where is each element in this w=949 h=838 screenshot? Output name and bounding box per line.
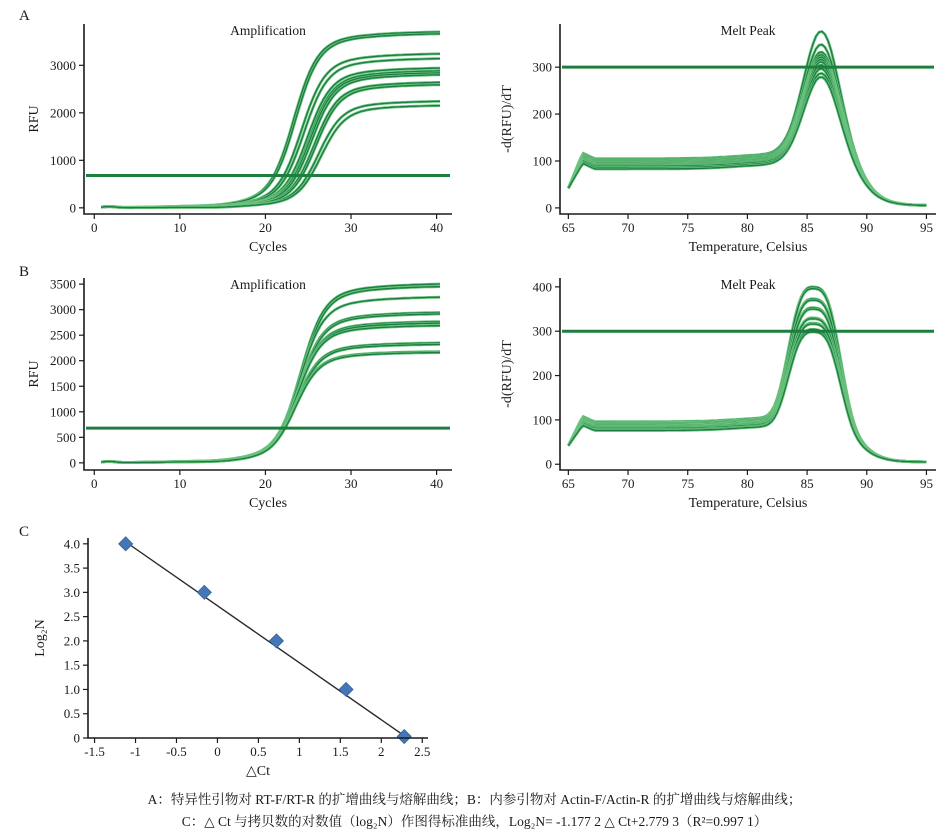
curve xyxy=(101,73,440,208)
x-axis-label: Temperature, Celsius xyxy=(688,240,808,255)
x-tick-label: 0 xyxy=(91,476,98,491)
y-tick-label: 2500 xyxy=(50,327,76,343)
data-point-diamond xyxy=(197,585,211,599)
y-tick-label: 400 xyxy=(532,279,552,295)
y-tick-label: 1500 xyxy=(50,378,76,394)
curve-halo xyxy=(568,289,926,462)
curve-halo xyxy=(101,314,440,463)
series-group xyxy=(119,537,412,744)
x-tick-label: 1 xyxy=(296,744,303,759)
curve-halo xyxy=(568,55,926,206)
y-tick-label: 300 xyxy=(532,323,552,339)
chart-title: Amplification xyxy=(230,23,306,38)
curve xyxy=(101,68,440,207)
curve xyxy=(568,32,926,206)
y-tick-label: 3000 xyxy=(50,302,76,318)
curve-halo xyxy=(568,60,926,206)
x-tick-label: 2 xyxy=(378,744,385,759)
curve-halo xyxy=(101,82,440,207)
y-tick-label: 1.5 xyxy=(63,657,80,673)
x-tick-label: 20 xyxy=(258,476,272,491)
x-tick-label: 65 xyxy=(561,220,575,235)
y-tick-label: 1000 xyxy=(50,152,76,168)
curve-halo xyxy=(101,284,440,462)
curve xyxy=(568,318,926,462)
x-tick-label: 85 xyxy=(800,476,814,491)
y-tick-label: 3.5 xyxy=(63,560,80,576)
curve xyxy=(568,62,926,206)
curve-halo xyxy=(568,73,926,205)
melt-a-svg xyxy=(492,6,944,260)
x-tick-label: -0.5 xyxy=(166,744,187,759)
chart-amplification-a xyxy=(16,6,468,260)
curve xyxy=(568,332,926,462)
melt-b-svg xyxy=(492,262,944,518)
y-tick-label: 2.0 xyxy=(63,633,80,649)
panel-label-c: C xyxy=(19,524,30,540)
curve-halo xyxy=(568,287,926,462)
x-axis-label: △Ct xyxy=(246,764,270,779)
curve xyxy=(101,71,440,208)
x-axis-label: Cycles xyxy=(248,496,288,511)
y-tick-label: 0 xyxy=(545,456,552,472)
x-tick-label: 80 xyxy=(740,476,754,491)
curve-halo xyxy=(568,300,926,462)
y-tick-label: 0.5 xyxy=(63,706,80,722)
curve-halo xyxy=(101,353,440,463)
x-tick-label: 30 xyxy=(344,220,358,235)
axes-group xyxy=(50,277,452,491)
series-group xyxy=(101,284,440,463)
y-tick-label: 2.5 xyxy=(63,609,80,625)
x-tick-label: 75 xyxy=(681,220,695,235)
figure-caption-line-2: C：△ Ct 与拷贝数的对数值（log₂N）作图得标准曲线，Log₂N= -1.177 2 △ Ct+2.779 3（R²=0.997 1） xyxy=(181,814,768,829)
x-tick-label: 90 xyxy=(860,220,874,235)
x-tick-label: 0 xyxy=(214,744,221,759)
y-tick-label: 0 xyxy=(69,200,76,216)
chart-title: Melt Peak xyxy=(720,23,776,38)
curve-halo xyxy=(568,324,926,462)
x-tick-label: 10 xyxy=(173,220,187,235)
chart-melt-peak-a xyxy=(492,6,944,260)
axes-group xyxy=(533,24,937,235)
data-point-diamond xyxy=(339,682,353,696)
x-tick-label: 30 xyxy=(344,476,358,491)
y-axis-label: -d(RFU)/dT xyxy=(500,85,515,153)
chart-standard-curve xyxy=(16,524,442,782)
curve-halo xyxy=(568,52,926,205)
curve xyxy=(568,329,926,462)
series-group xyxy=(101,32,440,208)
curve-halo xyxy=(568,57,926,205)
axes-group xyxy=(533,278,937,491)
y-tick-label: 2000 xyxy=(50,105,76,121)
x-axis-label: Cycles xyxy=(248,240,288,255)
amp-a-svg xyxy=(16,6,468,260)
series-group xyxy=(568,287,926,462)
std-c-svg xyxy=(16,524,442,782)
figure-caption xyxy=(0,789,949,833)
curve-halo xyxy=(568,65,926,205)
y-axis-label: RFU xyxy=(27,360,42,388)
x-axis-label: Temperature, Celsius xyxy=(688,496,808,511)
curve-halo xyxy=(568,332,926,462)
amp-b-svg xyxy=(16,262,468,518)
y-tick-label: 100 xyxy=(532,153,552,169)
fit-line xyxy=(126,542,408,738)
x-tick-label: 95 xyxy=(919,220,933,235)
y-tick-label: 0 xyxy=(73,730,80,746)
x-tick-label: 65 xyxy=(561,476,575,491)
y-tick-label: 3000 xyxy=(50,57,76,73)
curve-halo xyxy=(101,343,440,463)
curve xyxy=(568,289,926,462)
y-tick-label: 500 xyxy=(56,429,76,445)
curve xyxy=(101,314,440,463)
curve-halo xyxy=(568,329,926,462)
x-tick-label: 1.5 xyxy=(332,744,349,759)
curve xyxy=(568,57,926,205)
x-tick-label: 20 xyxy=(258,220,272,235)
y-tick-label: 200 xyxy=(532,106,552,122)
curve-halo xyxy=(568,45,926,206)
x-tick-label: 40 xyxy=(430,220,444,235)
chart-title: Amplification xyxy=(230,277,306,292)
figure-caption-line-1: A：特异性引物对 RT-F/RT-R 的扩增曲线与熔解曲线；B：内参引物对 Actin-F/Actin-R 的扩增曲线与熔解曲线； xyxy=(147,792,802,807)
y-tick-label: 0 xyxy=(69,455,76,471)
panel-label-b: B xyxy=(19,264,30,280)
y-tick-label: 2000 xyxy=(50,353,76,369)
curve-halo xyxy=(568,323,926,462)
curve-halo xyxy=(568,32,926,206)
axis-lines xyxy=(560,278,936,470)
axis-lines xyxy=(88,538,428,738)
y-axis-label: -d(RFU)/dT xyxy=(500,340,515,408)
curve-halo xyxy=(101,71,440,208)
panel-label-a: A xyxy=(19,8,30,24)
y-tick-label: 4.0 xyxy=(63,536,80,552)
curve-halo xyxy=(568,62,926,206)
curve xyxy=(101,313,440,463)
axis-lines xyxy=(84,278,452,470)
x-tick-label: 95 xyxy=(919,476,933,491)
y-axis-label: Log₂N xyxy=(33,619,48,657)
curve xyxy=(568,319,926,462)
y-tick-label: 3.0 xyxy=(63,584,80,600)
chart-title: Melt Peak xyxy=(720,277,776,292)
curve xyxy=(568,299,926,462)
x-tick-label: 75 xyxy=(681,476,695,491)
curve-halo xyxy=(568,318,926,462)
x-tick-label: 0.5 xyxy=(250,744,267,759)
curve xyxy=(568,287,926,462)
curve xyxy=(568,52,926,205)
x-tick-label: 10 xyxy=(173,476,187,491)
curve xyxy=(101,82,440,207)
curve xyxy=(568,60,926,206)
y-tick-label: 3500 xyxy=(50,276,76,292)
curve xyxy=(101,284,440,462)
curve-halo xyxy=(568,77,926,205)
curve xyxy=(568,69,926,206)
y-tick-label: 0 xyxy=(545,200,552,216)
curve-halo xyxy=(101,75,440,208)
x-tick-label: 90 xyxy=(860,476,874,491)
curve xyxy=(568,65,926,205)
y-tick-label: 300 xyxy=(532,59,552,75)
x-tick-label: 40 xyxy=(430,476,444,491)
curve-halo xyxy=(101,313,440,463)
curve-halo xyxy=(101,73,440,208)
x-tick-label: 70 xyxy=(621,476,635,491)
x-tick-label: 2.5 xyxy=(414,744,431,759)
x-tick-label: 85 xyxy=(800,220,814,235)
x-tick-label: 80 xyxy=(740,220,754,235)
data-point-diamond xyxy=(119,537,133,551)
x-tick-label: 70 xyxy=(621,220,635,235)
y-tick-label: 200 xyxy=(532,368,552,384)
x-tick-label: 0 xyxy=(91,220,98,235)
curve xyxy=(101,75,440,208)
curve xyxy=(568,73,926,205)
curve xyxy=(568,324,926,462)
curve xyxy=(568,45,926,206)
curve xyxy=(568,77,926,205)
curve-halo xyxy=(568,299,926,462)
curve xyxy=(568,300,926,462)
y-tick-label: 1000 xyxy=(50,404,76,420)
data-point-diamond xyxy=(269,634,283,648)
series-group xyxy=(568,32,926,206)
y-tick-label: 100 xyxy=(532,412,552,428)
curve-halo xyxy=(568,69,926,206)
axes-group xyxy=(64,536,431,759)
chart-amplification-b xyxy=(16,262,468,518)
curve xyxy=(568,323,926,462)
y-axis-label: RFU xyxy=(27,105,42,133)
chart-melt-peak-b xyxy=(492,262,944,518)
curve-halo xyxy=(568,319,926,462)
axis-lines xyxy=(560,24,936,214)
curve xyxy=(568,55,926,206)
x-tick-label: -1.5 xyxy=(84,744,105,759)
curve-halo xyxy=(101,68,440,207)
y-tick-label: 1.0 xyxy=(63,681,80,697)
x-tick-label: -1 xyxy=(130,744,141,759)
